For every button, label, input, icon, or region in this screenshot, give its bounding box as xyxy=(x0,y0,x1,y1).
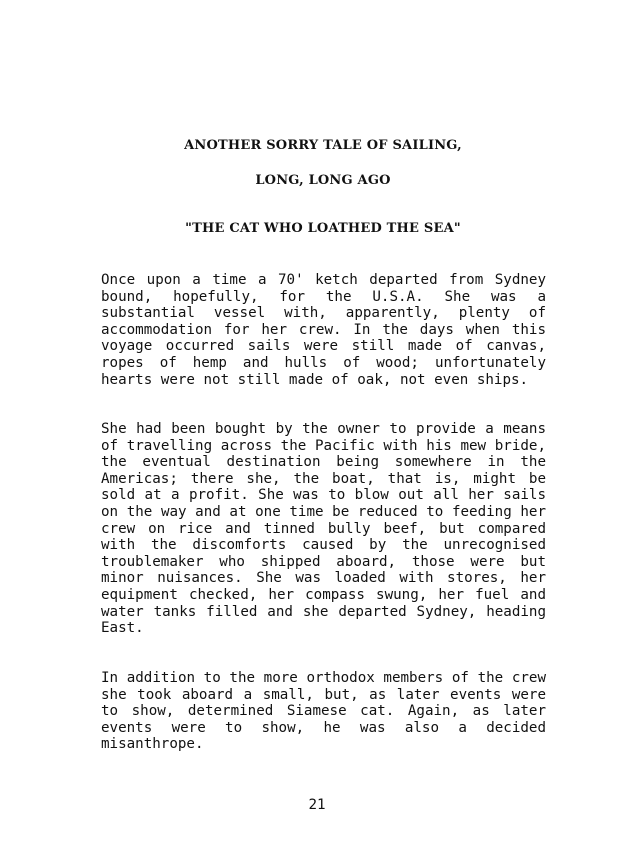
title-line-1: ANOTHER SORRY TALE OF SAILING, xyxy=(184,138,462,153)
page-number: 21 xyxy=(308,797,326,813)
paragraph-3: In addition to the more orthodox members of the crew she took aboard a small, but, as later events were to show, determined Siamese cat. Again, as later events were to show, he was also a decided misanthrope. xyxy=(101,670,546,753)
paragraph-1: Once upon a time a 70' ketch departed from Sydney bound, hopefully, for the U.S.A. She was a substantial vessel with, apparently, plenty of accommodation for her crew. In the days when this voyage occurred sails were still made of canvas, ropes of hemp and hulls of wood; unfortunately hearts were not still made of oak, not even ships. xyxy=(101,272,546,388)
paragraph-2: She had been bought by the owner to provide a means of travelling across the Pacific with his mew bride, the eventual destination being somewhere in the Americas; there she, the boat, that is, might be sold at a profit. She was to blow out all her sails on the way and at one time be reduced to feeding her crew on rice and tinned bully beef, but compared with the discomforts caused by the unrecognised troublemaker who shipped aboard, those were but minor nuisances. She was loaded with stores, her equipment checked, her compass swung, her fuel and water tanks filled and she departed Sydney, heading East. xyxy=(101,421,546,637)
title-line-2: LONG, LONG AGO xyxy=(255,173,391,188)
story-subtitle: "THE CAT WHO LOATHED THE SEA" xyxy=(185,221,461,236)
